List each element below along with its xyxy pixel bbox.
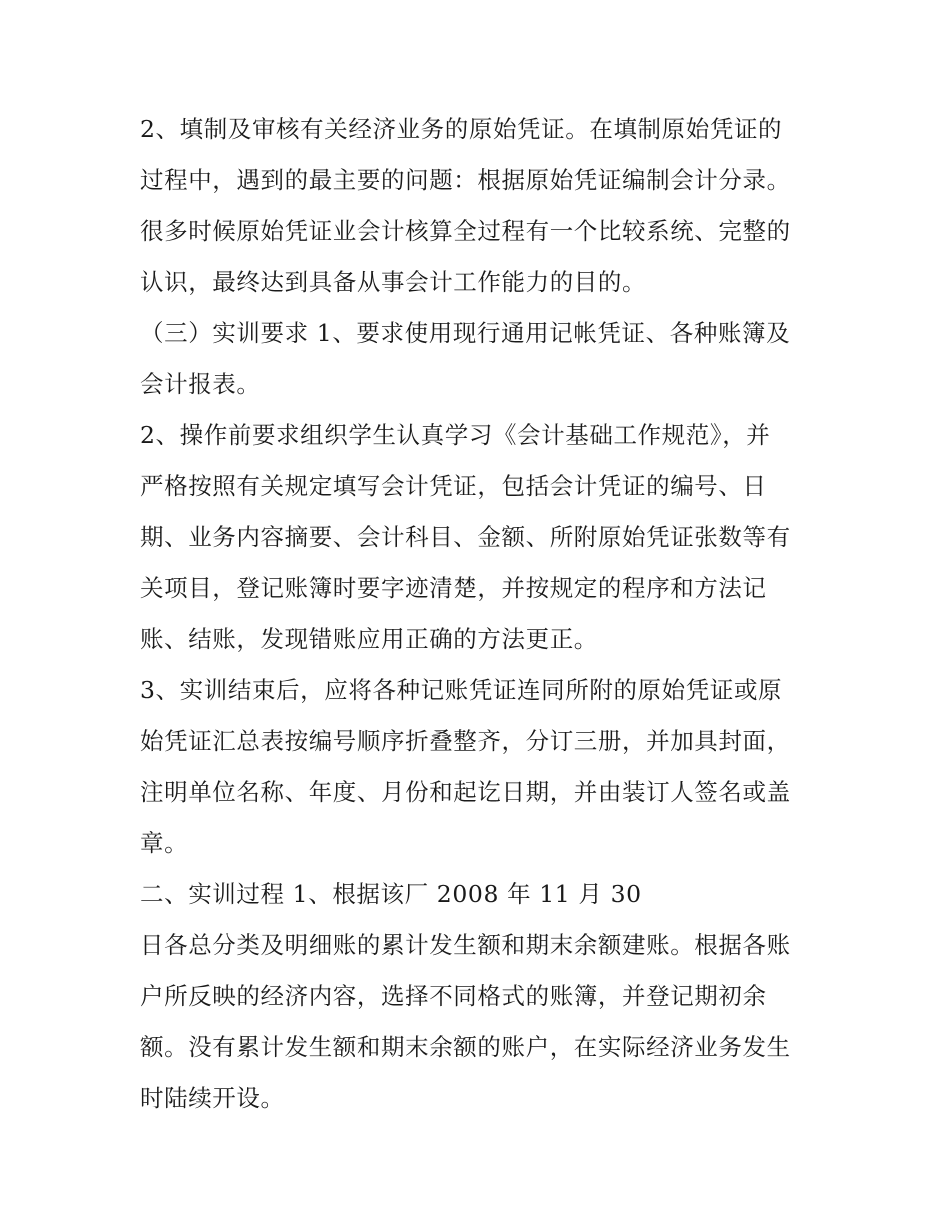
text-line: 始凭证汇总表按编号顺序折叠整齐，分订三册，并加具封面，	[140, 727, 791, 755]
text-line: 日各总分类及明细账的累计发生额和期末余额建账。根据各账	[140, 931, 791, 959]
document-body	[140, 108, 820, 1128]
text-line: 很多时候原始凭证业会计核算全过程有一个比较系统、完整的	[140, 217, 791, 245]
text-line: 户所反映的经济内容，选择不同格式的账簿，并登记期初余	[140, 982, 767, 1010]
text-line: 2、填制及审核有关经济业务的原始凭证。在填制原始凭证的	[140, 115, 783, 143]
text-line: 关项目，登记账簿时要字迹清楚，并按规定的程序和方法记	[140, 574, 767, 602]
text-line: 二、实训过程 1、根据该厂 2008 年 11 月 30	[140, 880, 642, 908]
text-line: 2、操作前要求组织学生认真学习《会计基础工作规范》，并	[140, 421, 771, 449]
text-line: （三）实训要求 1、要求使用现行通用记帐凭证、各种账簿及	[140, 319, 791, 347]
text-line: 期、业务内容摘要、会计科目、金额、所附原始凭证张数等有	[140, 523, 791, 551]
text-line: 严格按照有关规定填写会计凭证，包括会计凭证的编号、日	[140, 472, 767, 500]
text-line: 认识，最终达到具备从事会计工作能力的目的。	[140, 268, 647, 296]
text-line: 额。没有累计发生额和期末余额的账户，在实际经济业务发生	[140, 1033, 791, 1061]
text-line: 时陆续开设。	[140, 1084, 285, 1112]
text-line: 过程中，遇到的最主要的问题：根据原始凭证编制会计分录。	[140, 166, 791, 194]
text-line: 章。	[140, 829, 189, 857]
text-line: 注明单位名称、年度、月份和起讫日期，并由装订人签名或盖	[140, 778, 791, 806]
text-line: 会计报表。	[140, 370, 261, 398]
text-line: 3、实训结束后，应将各种记账凭证连同所附的原始凭证或原	[140, 676, 783, 704]
text-line: 账、结账，发现错账应用正确的方法更正。	[140, 625, 598, 653]
